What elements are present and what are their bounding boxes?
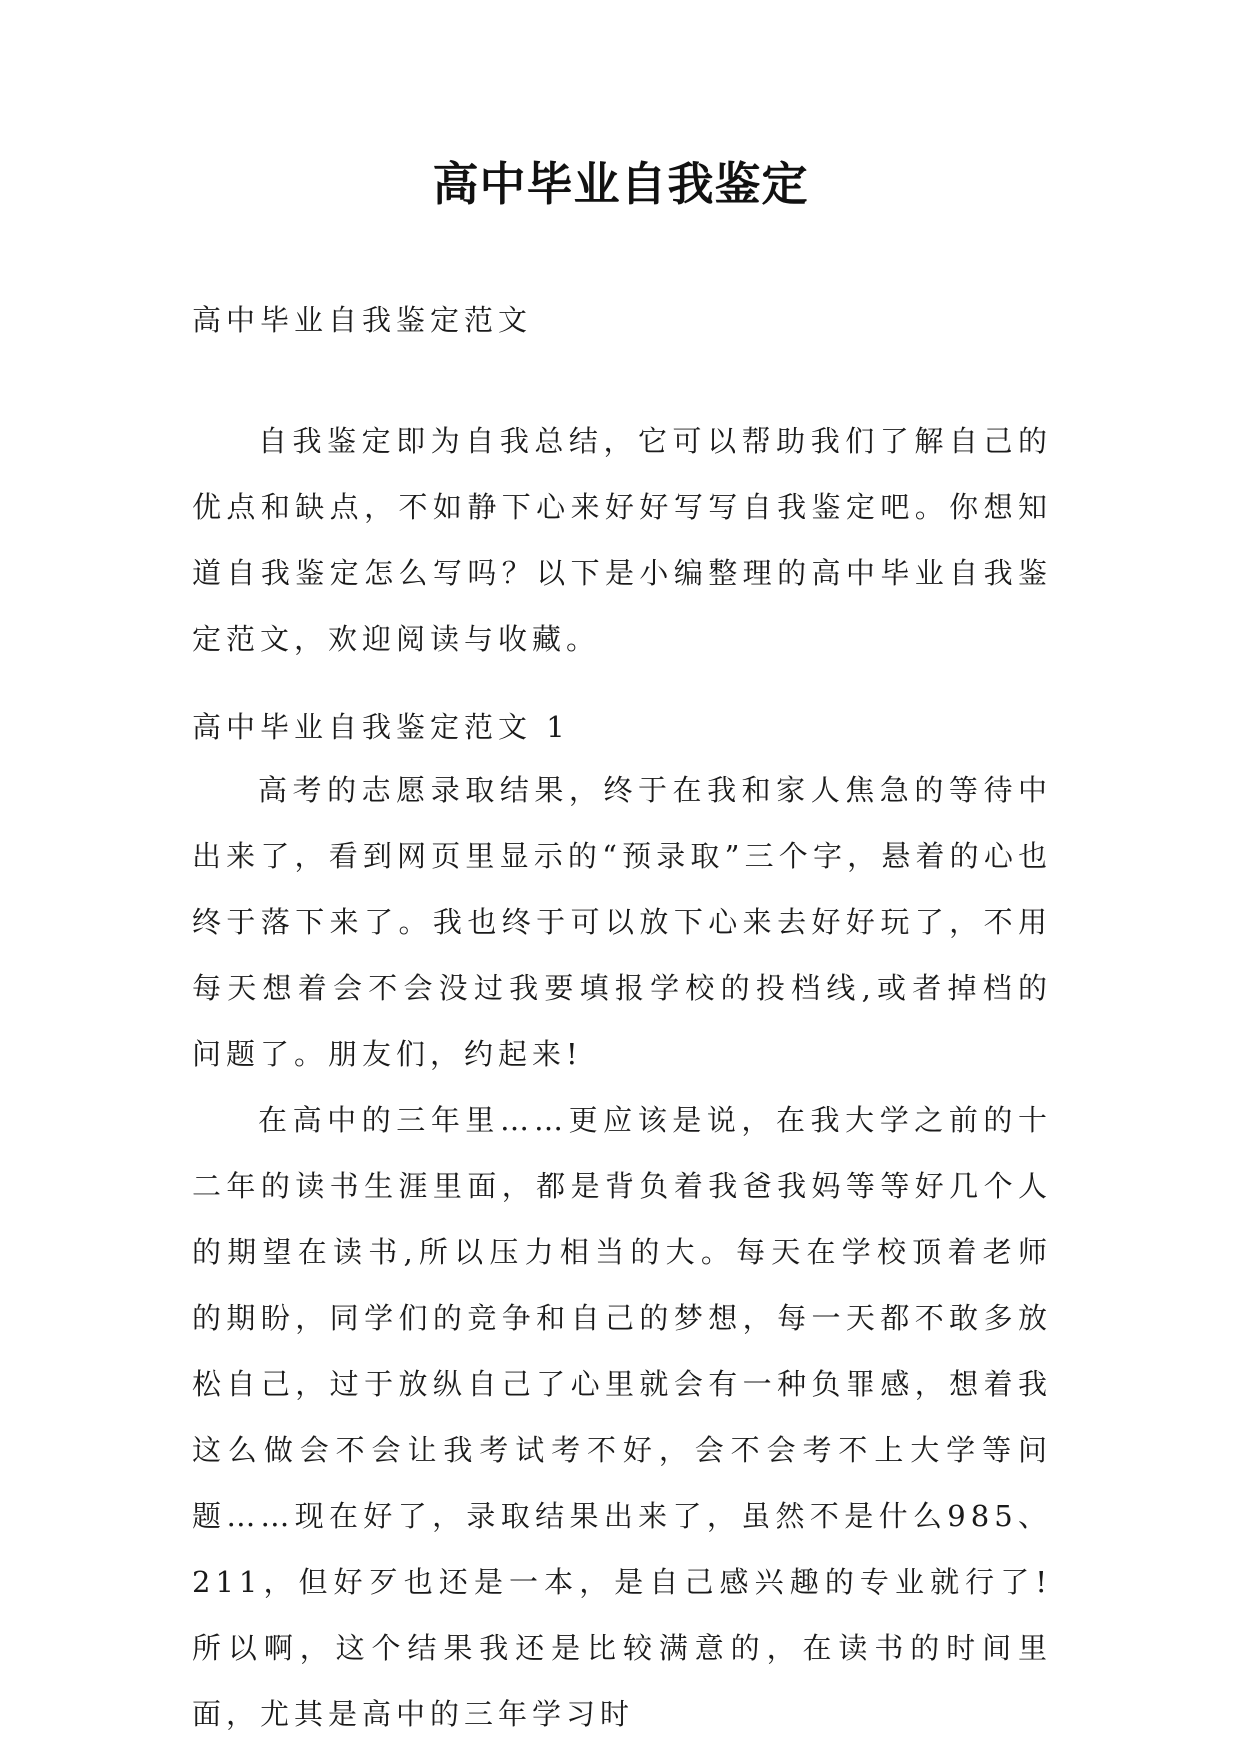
section-body	[192, 757, 1052, 1747]
section-heading: 高中毕业自我鉴定范文 1	[192, 710, 570, 744]
body-paragraph-2: 在高中的三年里……更应该是说，在我大学之前的十二年的读书生涯里面，都是背负着我爸我妈等等好几个人的期望在读书,所以压力相当的大。每天在学校顶着老师的期盼，同学们的竞争和自己的梦想，每一天都不敢多放松自己，过于放纵自己了心里就会有一种负罪感，想着我这么做会不会让我考试考不好，会不会考不上大学等问题……现在好了，录取结果出来了，虽然不是什么985、211，但好歹也还是一本，是自己感兴趣的专业就行了!所以啊，这个结果我还是比较满意的，在读书的时间里面，尤其是高中的三年学习时	[192, 1103, 1052, 1731]
intro-paragraph: 自我鉴定即为自我总结，它可以帮助我们了解自己的优点和缺点，不如静下心来好好写写自我鉴定吧。你想知道自我鉴定怎么写吗？以下是小编整理的高中毕业自我鉴定范文，欢迎阅读与收藏。	[192, 424, 1052, 656]
document-subtitle: 高中毕业自我鉴定范文	[192, 303, 533, 337]
body-paragraph-1: 高考的志愿录取结果，终于在我和家人焦急的等待中出来了，看到网页里显示的“预录取”三个字，悬着的心也终于落下来了。我也终于可以放下心来去好好玩了，不用每天想着会不会没过我要填报学校的投档线,或者掉档的问题了。朋友们，约起来!	[192, 773, 1052, 1071]
document-title: 高中毕业自我鉴定	[432, 157, 809, 211]
